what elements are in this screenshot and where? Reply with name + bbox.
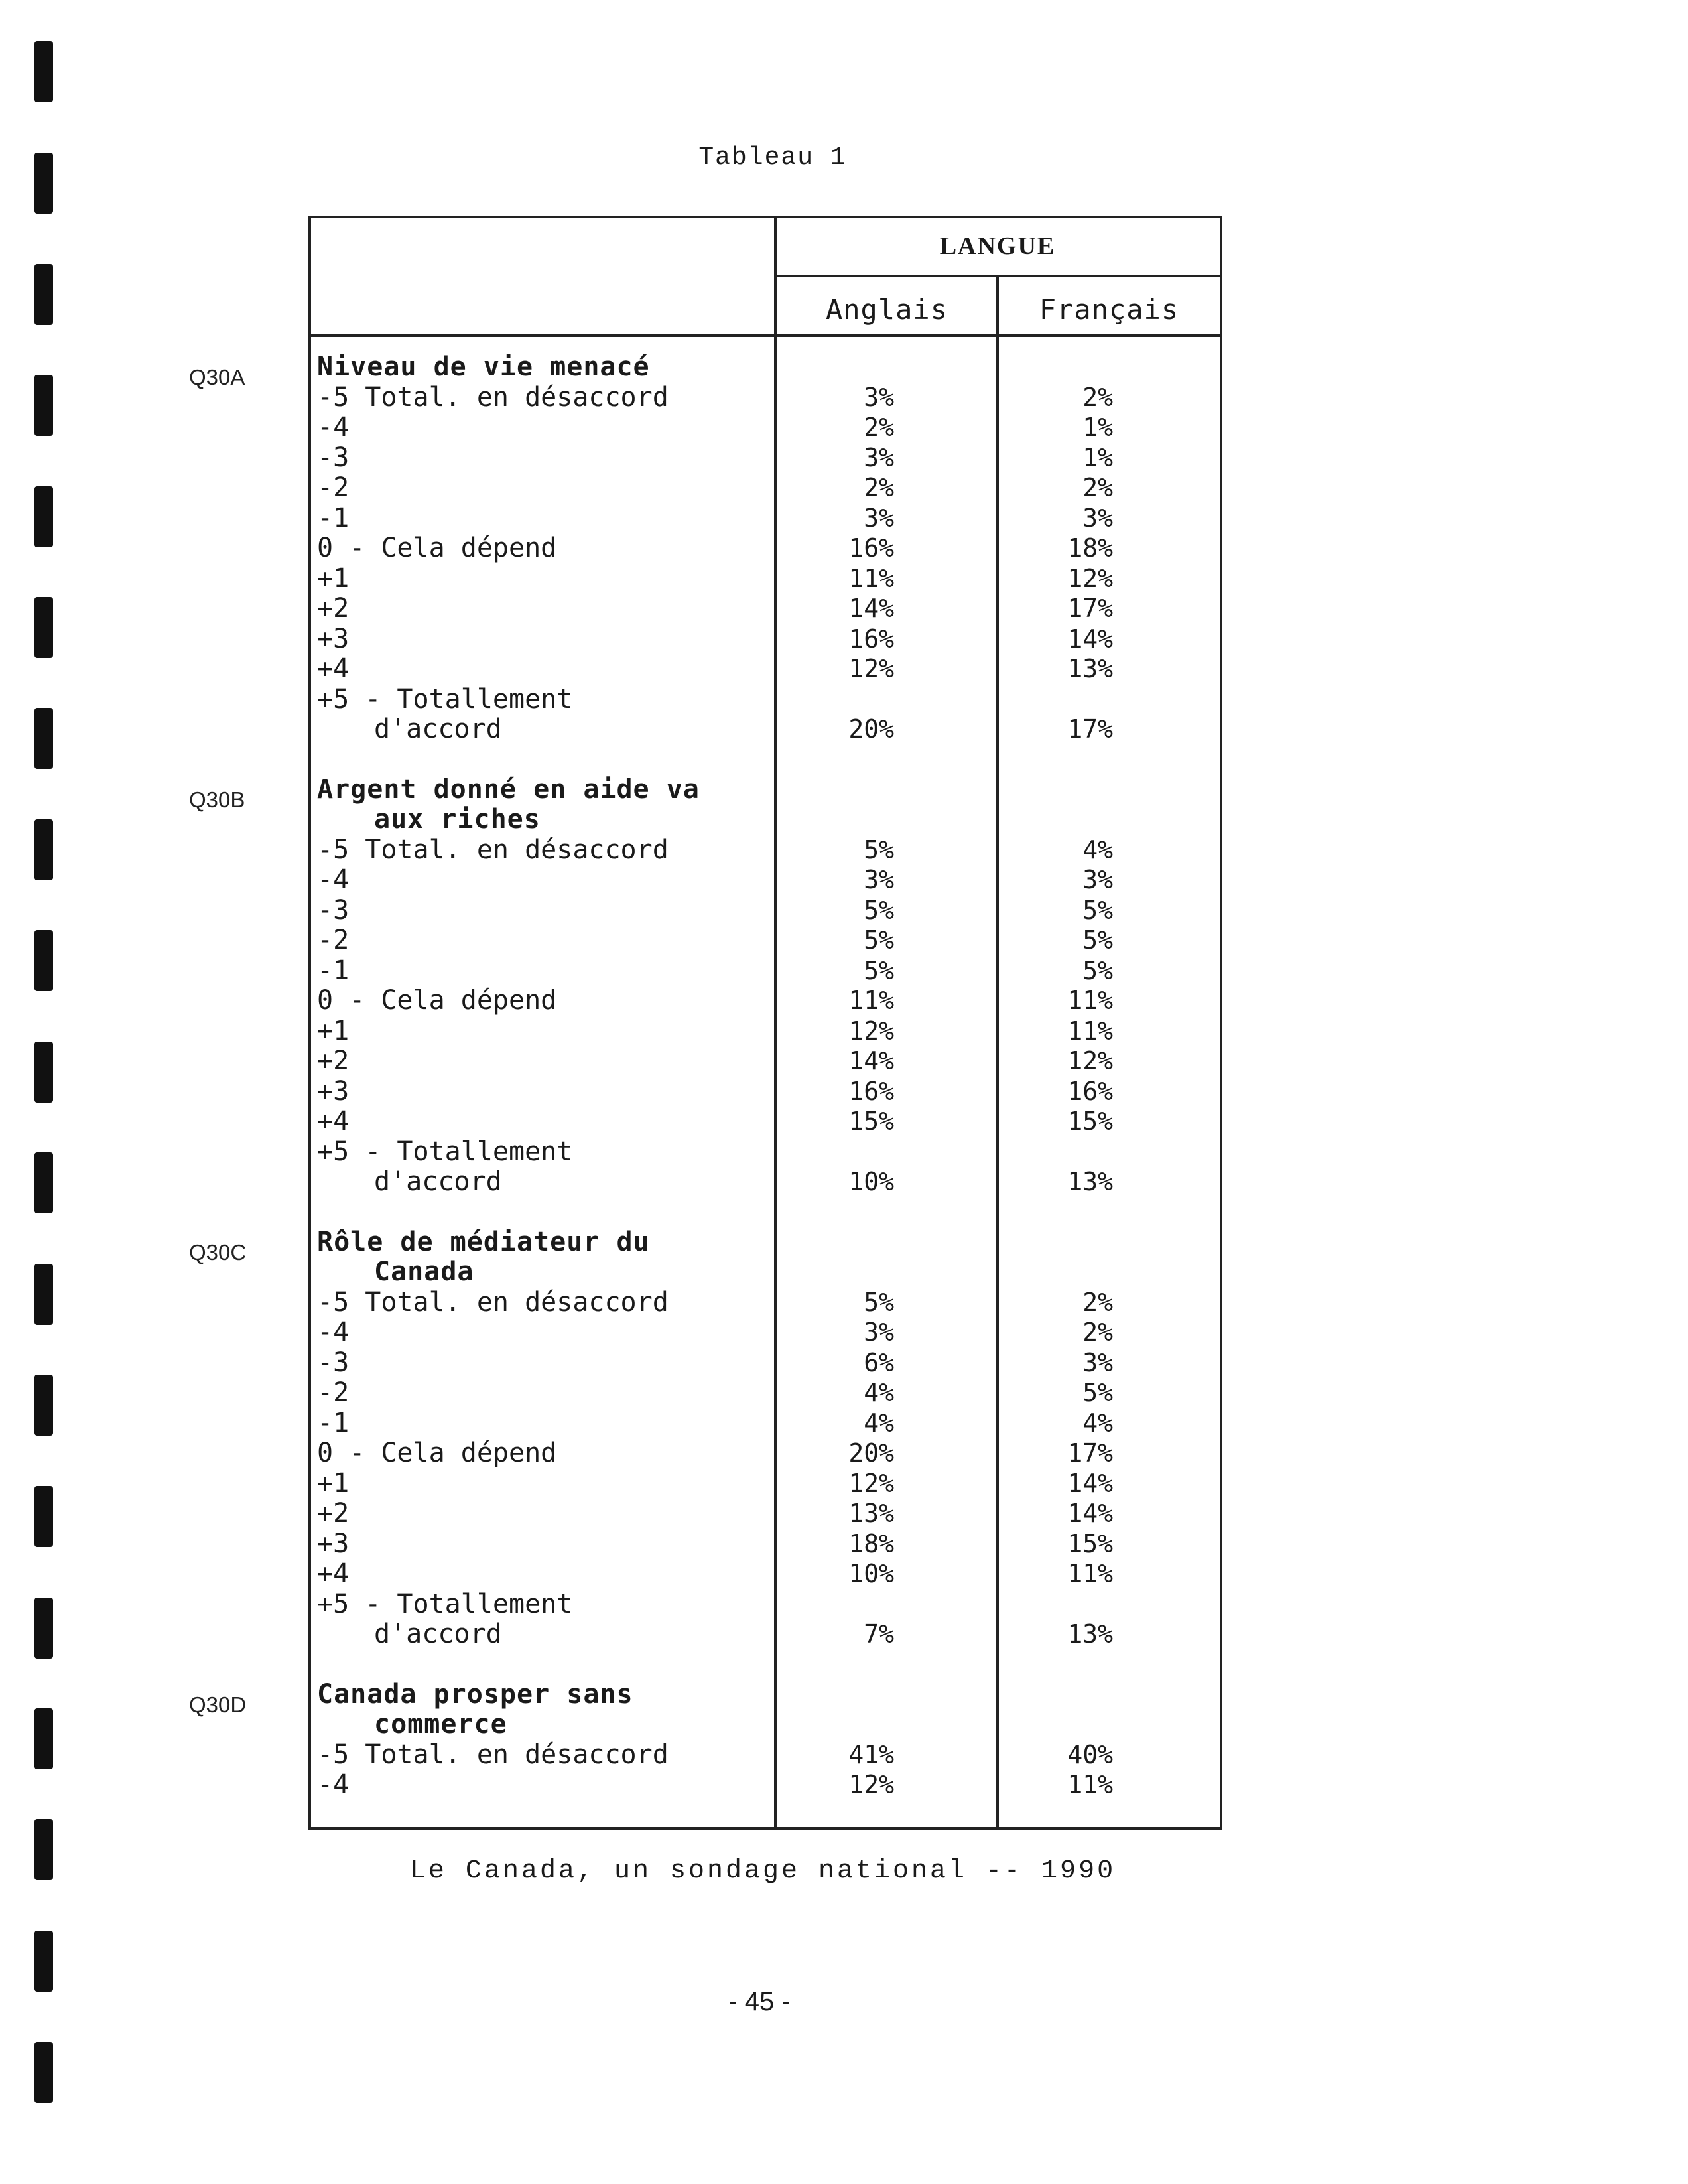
section-title-row <box>317 774 1219 805</box>
anglais-value: 10% <box>848 1167 894 1196</box>
francais-value: 5% <box>1082 925 1113 955</box>
anglais-value: 11% <box>848 563 894 593</box>
anglais-value: 5% <box>864 925 894 955</box>
section-title: Argent donné en aide va <box>317 774 700 805</box>
binding-mark <box>34 1598 53 1659</box>
francais-value: 15% <box>1067 1529 1113 1558</box>
table-row <box>317 1498 1219 1529</box>
table-row <box>317 1136 1219 1167</box>
row-label: +2 <box>317 1498 350 1529</box>
anglais-value: 2% <box>864 473 894 502</box>
section-title-row <box>317 1257 1219 1287</box>
anglais-value: 5% <box>864 835 894 864</box>
row-label: -1 <box>317 955 350 986</box>
anglais-value: 15% <box>848 1107 894 1136</box>
section-title: Niveau de vie menacé <box>317 352 650 382</box>
section-title-row <box>317 1679 1219 1710</box>
table-row <box>317 985 1219 1016</box>
anglais-value: 13% <box>848 1499 894 1528</box>
francais-value: 17% <box>1067 594 1113 623</box>
row-label: d'accord <box>374 714 502 744</box>
section-title: aux riches <box>374 804 541 835</box>
anglais-value: 20% <box>848 715 894 744</box>
row-label: -3 <box>317 442 350 473</box>
table-row <box>317 895 1219 925</box>
anglais-value: 4% <box>864 1378 894 1407</box>
row-label: +4 <box>317 1558 350 1589</box>
row-label: -2 <box>317 925 350 955</box>
francais-value: 1% <box>1082 413 1113 442</box>
row-label: -5 Total. en désaccord <box>317 834 669 865</box>
francais-value: 18% <box>1067 533 1113 563</box>
row-label: -4 <box>317 412 350 443</box>
francais-value: 11% <box>1067 986 1113 1015</box>
table-row <box>317 1438 1219 1468</box>
binding-mark <box>34 1042 53 1103</box>
row-label: +4 <box>317 1106 350 1136</box>
francais-value: 14% <box>1067 1468 1113 1498</box>
binding-mark <box>34 375 53 436</box>
francais-value: 2% <box>1082 473 1113 502</box>
row-label: -5 Total. en désaccord <box>317 1739 669 1770</box>
row-label: +3 <box>317 1528 350 1559</box>
francais-value: 5% <box>1082 1378 1113 1407</box>
question-code: Q30C <box>189 1239 247 1264</box>
francais-value: 11% <box>1067 1016 1113 1046</box>
francais-value: 12% <box>1067 1046 1113 1075</box>
row-label: +1 <box>317 1467 350 1499</box>
anglais-value: 11% <box>848 986 894 1015</box>
francais-value: 2% <box>1082 382 1113 412</box>
francais-value: 5% <box>1082 895 1113 925</box>
table-row <box>317 563 1219 594</box>
section-title-row <box>317 352 1219 382</box>
binding-mark <box>34 486 53 547</box>
anglais-value: 3% <box>864 1318 894 1347</box>
binding-mark <box>34 819 53 880</box>
row-label: 0 - Cela dépend <box>317 1438 557 1468</box>
anglais-value: 5% <box>864 895 894 925</box>
row-label: +1 <box>317 1015 350 1046</box>
francais-value: 3% <box>1082 503 1113 533</box>
header-rule-langue <box>774 275 1220 277</box>
page-number: - 45 - <box>728 1987 791 2016</box>
anglais-value: 16% <box>848 1076 894 1106</box>
anglais-value: 12% <box>848 1770 894 1799</box>
section-title-row <box>317 1709 1219 1740</box>
table-row <box>317 684 1219 715</box>
row-label: -5 Total. en désaccord <box>317 381 669 413</box>
table-row <box>317 1166 1219 1197</box>
footer-caption: Le Canada, un sondage national -- 1990 <box>409 1856 1116 1886</box>
binding-mark <box>34 1931 53 1992</box>
anglais-value: 3% <box>864 382 894 412</box>
francais-value: 2% <box>1082 1318 1113 1347</box>
anglais-value: 18% <box>848 1529 894 1558</box>
francais-value: 13% <box>1067 1619 1113 1649</box>
anglais-value: 4% <box>864 1408 894 1438</box>
anglais-value: 2% <box>864 413 894 442</box>
francais-value: 11% <box>1067 1559 1113 1588</box>
binding-mark <box>34 1264 53 1325</box>
table-row <box>317 1408 1219 1438</box>
row-label: +5 - Totallement <box>317 1136 573 1167</box>
section-title: Canada <box>374 1257 474 1287</box>
table-row <box>317 955 1219 986</box>
row-label: +4 <box>317 653 350 684</box>
binding-mark <box>34 1375 53 1436</box>
anglais-value: 5% <box>864 955 894 985</box>
table-row <box>317 1589 1219 1619</box>
row-label: 0 - Cela dépend <box>317 985 557 1016</box>
table-row <box>317 1287 1219 1318</box>
anglais-value: 3% <box>864 503 894 533</box>
table-row <box>317 1317 1219 1347</box>
table-row <box>317 624 1219 654</box>
table-row <box>317 1468 1219 1499</box>
francais-value: 16% <box>1067 1076 1113 1106</box>
row-label: -4 <box>317 864 350 895</box>
francais-value: 17% <box>1067 1438 1113 1467</box>
table-row <box>317 443 1219 473</box>
binding-mark <box>34 41 53 102</box>
row-label: -1 <box>317 1407 350 1438</box>
anglais-value: 6% <box>864 1347 894 1377</box>
binding-mark <box>34 597 53 658</box>
table-row <box>317 1347 1219 1378</box>
row-label: d'accord <box>374 1166 502 1197</box>
anglais-value: 16% <box>848 624 894 653</box>
row-label: -4 <box>317 1317 350 1347</box>
table-row <box>317 714 1219 744</box>
row-label: -4 <box>317 1769 350 1800</box>
section-title: Rôle de médiateur du <box>317 1226 650 1257</box>
francais-value: 15% <box>1067 1107 1113 1136</box>
anglais-value: 3% <box>864 865 894 894</box>
section-title: Canada prosper sans <box>317 1678 633 1710</box>
table-row <box>317 1769 1219 1800</box>
anglais-value: 12% <box>848 654 894 683</box>
page-title: Tableau 1 <box>698 143 847 172</box>
table-row <box>317 472 1219 503</box>
header-langue: LANGUE <box>939 232 1056 260</box>
table-row <box>317 653 1219 684</box>
binding-mark <box>34 1708 53 1769</box>
table-row <box>317 503 1219 533</box>
francais-value: 5% <box>1082 955 1113 985</box>
table-row <box>317 1046 1219 1076</box>
binding-mark <box>34 708 53 769</box>
row-label: -5 Total. en désaccord <box>317 1286 669 1318</box>
anglais-value: 14% <box>848 594 894 623</box>
anglais-value: 16% <box>848 533 894 563</box>
francais-value: 13% <box>1067 1167 1113 1196</box>
table-row <box>317 864 1219 895</box>
row-label: +1 <box>317 563 350 594</box>
francais-value: 11% <box>1067 1770 1113 1799</box>
anglais-value: 10% <box>848 1559 894 1588</box>
table-row <box>317 382 1219 413</box>
francais-value: 4% <box>1082 835 1113 864</box>
header-francais: Français <box>1039 293 1179 326</box>
anglais-value: 12% <box>848 1468 894 1498</box>
row-label: -1 <box>317 502 350 533</box>
row-label: +2 <box>317 1046 350 1076</box>
row-label: +5 - Totallement <box>317 683 573 715</box>
row-label: +5 - Totallement <box>317 1588 573 1619</box>
row-label: +3 <box>317 623 350 654</box>
header-anglais: Anglais <box>825 293 948 326</box>
row-label: +3 <box>317 1075 350 1107</box>
francais-value: 2% <box>1082 1287 1113 1317</box>
header-rule-bottom <box>311 334 1220 337</box>
question-code: Q30B <box>189 787 245 812</box>
anglais-value: 3% <box>864 443 894 472</box>
francais-value: 14% <box>1067 1499 1113 1528</box>
francais-value: 3% <box>1082 1347 1113 1377</box>
binding-mark <box>34 264 53 325</box>
anglais-value: 12% <box>848 1016 894 1046</box>
row-label: 0 - Cela dépend <box>317 533 557 563</box>
row-label: +2 <box>317 593 350 624</box>
anglais-value: 14% <box>848 1046 894 1075</box>
anglais-value: 5% <box>864 1287 894 1317</box>
row-label: -2 <box>317 472 350 503</box>
row-label: -3 <box>317 894 350 925</box>
table-row <box>317 1016 1219 1046</box>
question-code: Q30A <box>189 365 245 389</box>
table-row <box>317 533 1219 563</box>
table-row <box>317 1076 1219 1107</box>
table-row <box>317 593 1219 624</box>
francais-value: 14% <box>1067 624 1113 653</box>
table-row <box>317 1106 1219 1136</box>
binding-mark <box>34 1152 53 1213</box>
francais-value: 12% <box>1067 563 1113 593</box>
table-row <box>317 1740 1219 1770</box>
anglais-value: 20% <box>848 1438 894 1467</box>
table-row <box>317 1619 1219 1649</box>
francais-value: 3% <box>1082 865 1113 894</box>
francais-value: 17% <box>1067 715 1113 744</box>
anglais-value: 7% <box>864 1619 894 1649</box>
binding-mark <box>34 2042 53 2103</box>
anglais-value: 41% <box>848 1740 894 1769</box>
table-row <box>317 925 1219 955</box>
section-title-row <box>317 1227 1219 1257</box>
table-row <box>317 1377 1219 1408</box>
table-row <box>317 1558 1219 1589</box>
row-label: -2 <box>317 1377 350 1408</box>
francais-value: 1% <box>1082 443 1113 472</box>
row-label: -3 <box>317 1347 350 1378</box>
francais-value: 4% <box>1082 1408 1113 1438</box>
row-label: d'accord <box>374 1619 502 1649</box>
table-row <box>317 835 1219 865</box>
section-title-row <box>317 804 1219 835</box>
section-title: commerce <box>374 1709 507 1740</box>
francais-value: 40% <box>1067 1740 1113 1769</box>
binding-mark <box>34 930 53 991</box>
francais-value: 13% <box>1067 654 1113 683</box>
question-code: Q30D <box>189 1692 247 1717</box>
table-row <box>317 412 1219 443</box>
table-row <box>317 1529 1219 1559</box>
binding-mark <box>34 1486 53 1547</box>
